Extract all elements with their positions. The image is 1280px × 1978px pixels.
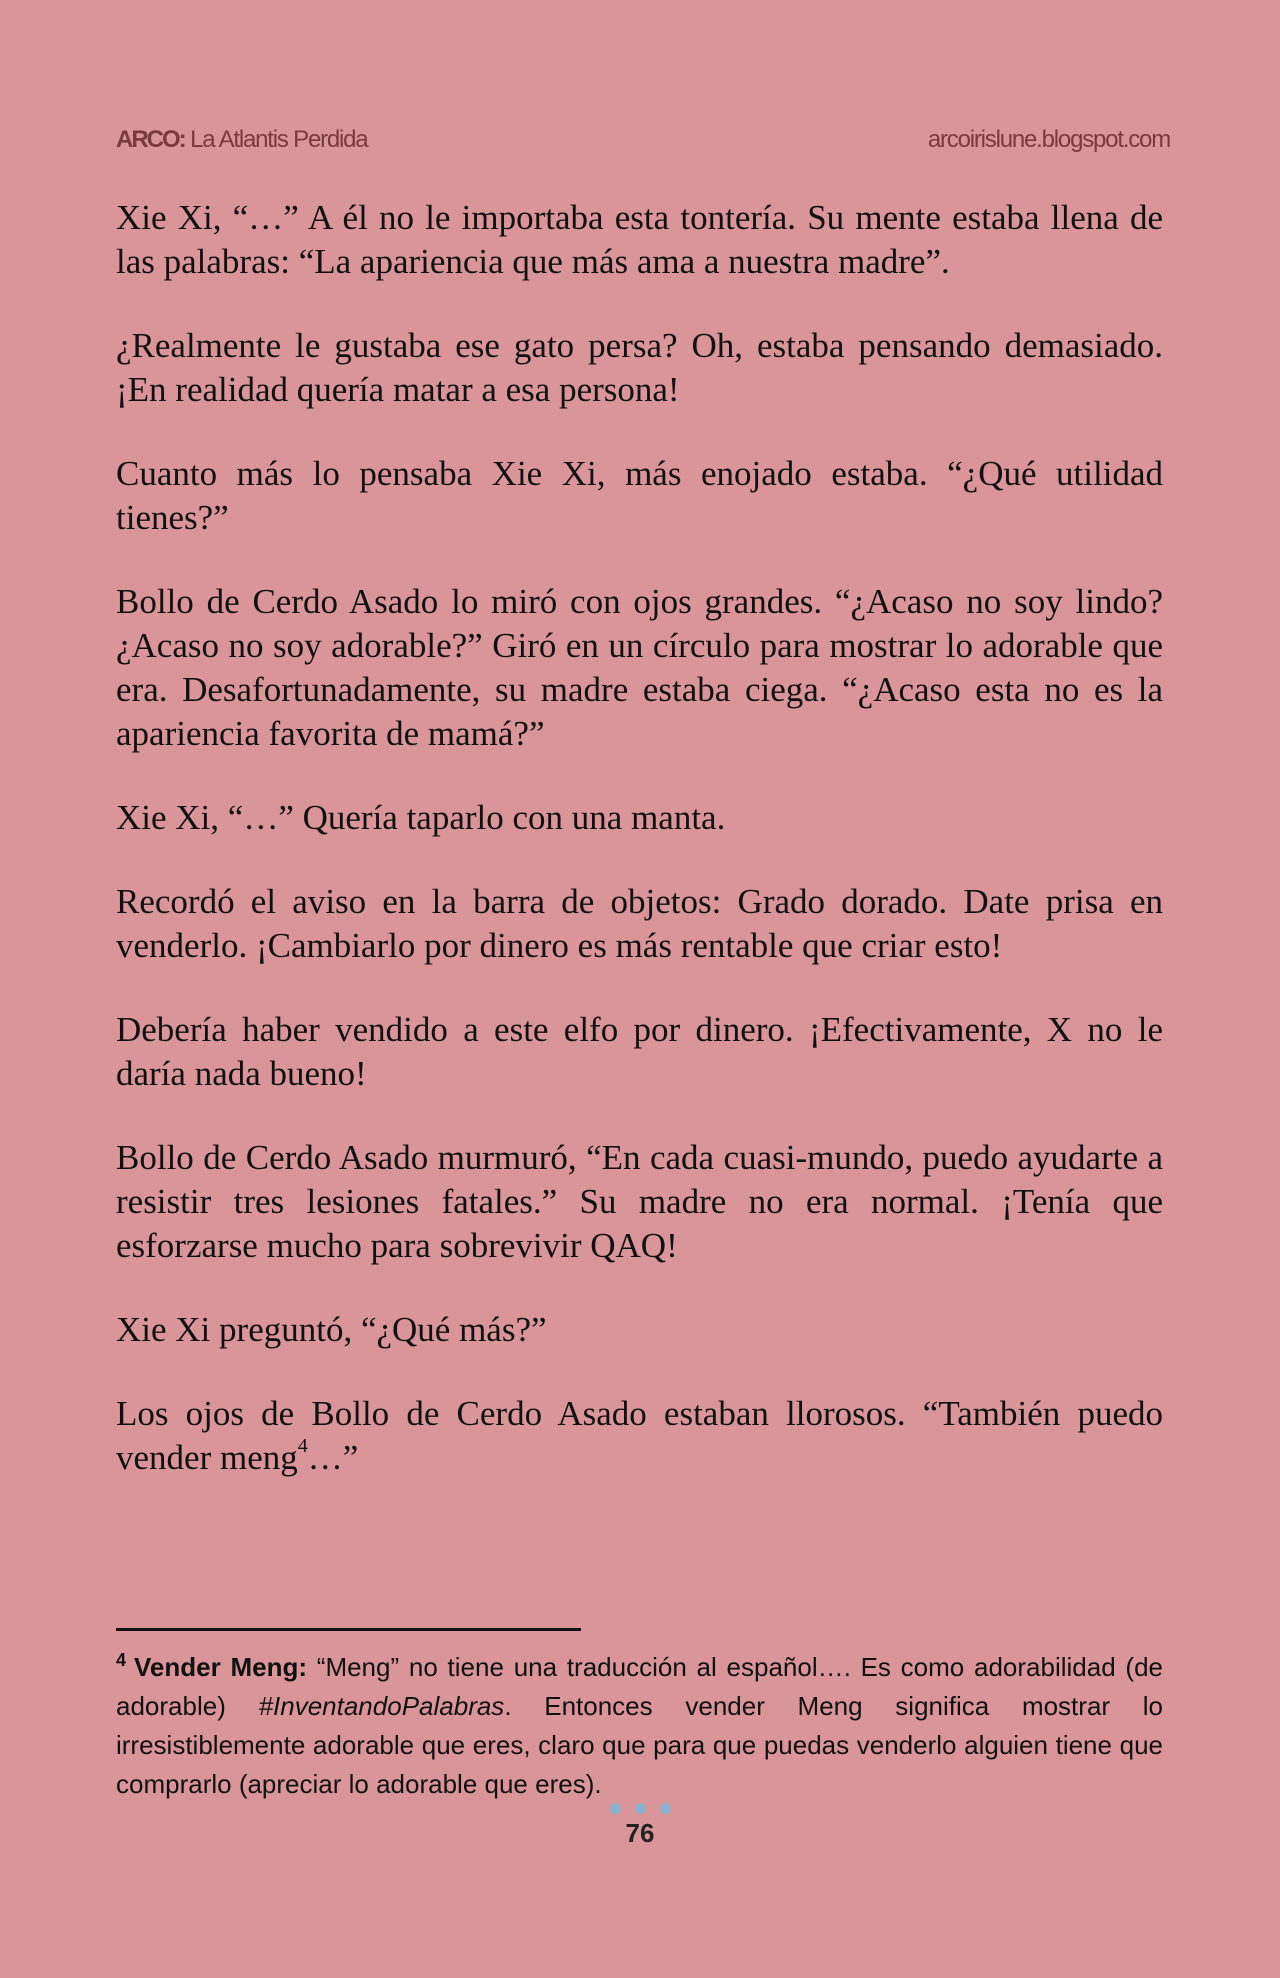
paragraph: Xie Xi, “…” A él no le importaba esta tontería. Su mente estaba llena de las palabras: “La apariencia que más ama a nuestra madre”. [116, 198, 1163, 281]
page-header [116, 120, 1170, 160]
page-number: 76 [625, 1818, 655, 1848]
footnote-mark: 4 [116, 1650, 127, 1671]
paragraph: Bollo de Cerdo Asado lo miró con ojos grandes. “¿Acaso no soy lindo? ¿Acaso no soy adorable?” Giró en un círculo para mostrar lo adorable que era. Desafortunadamente, su madre estaba ciega. “¿Acaso esta no es la apariencia favorita de mamá?” [116, 582, 1163, 753]
header-book-title [116, 126, 367, 154]
paragraph: Xie Xi, “…” Quería taparlo con una manta. [116, 798, 726, 837]
paragraph-last-text: Los ojos de Bollo de Cerdo Asado estaban llorosos. “También puedo vender meng [116, 1394, 1163, 1477]
footnote-reference[interactable]: 4 [297, 1435, 308, 1458]
dot-icon [610, 1803, 621, 1814]
paragraph-last [116, 1392, 1163, 1480]
paragraph: ¿Realmente le gustaba ese gato persa? Oh, estaba pensando demasiado. ¡En realidad quería matar a esa persona! [116, 326, 1163, 409]
paragraph: Cuanto más lo pensaba Xie Xi, más enojado estaba. “¿Qué utilidad tienes?” [116, 454, 1163, 537]
footnote [116, 1648, 1163, 1804]
header-blog-url: arcoirislune.blogspot.com [927, 126, 1170, 153]
paragraph: Bollo de Cerdo Asado murmuró, “En cada cuasi-mundo, puedo ayudarte a resistir tres lesiones fatales.” Su madre no era normal. ¡Tenía que esforzarse mucho para sobrevivir QAQ! [116, 1138, 1163, 1265]
page-ornament-dots [610, 1803, 671, 1814]
footnote-divider [116, 1628, 581, 1631]
paragraph: Debería haber vendido a este elfo por dinero. ¡Efectivamente, X no le daría nada bueno! [116, 1010, 1163, 1093]
paragraph-last-ending: …” [307, 1438, 359, 1477]
header-title: La Atlantis Perdida [190, 126, 368, 153]
paragraph: Xie Xi preguntó, “¿Qué más?” [116, 1310, 547, 1349]
footnote-hashtag: #InventandoPalabras [258, 1691, 505, 1721]
dot-icon [635, 1803, 646, 1814]
footnote-term: Vender Meng: [134, 1652, 308, 1682]
dot-icon [660, 1803, 671, 1814]
body-text [116, 196, 1163, 1480]
header-brand: ARCO: [116, 126, 185, 153]
footnote-text-a: “Meng” no tiene una traducción al español…. Es como adorabilidad (de adorable) [116, 1652, 1163, 1721]
paragraph: Recordó el aviso en la barra de objetos: Grado dorado. Date prisa en venderlo. ¡Cambiarlo por dinero es más rentable que criar esto! [116, 882, 1163, 965]
footnote-text-b: . Entonces vender Meng significa mostrar lo irresistiblemente adorable que eres, claro que para que puedas venderlo alguien tiene que comprarlo (apreciar lo adorable que eres). [116, 1691, 1163, 1799]
